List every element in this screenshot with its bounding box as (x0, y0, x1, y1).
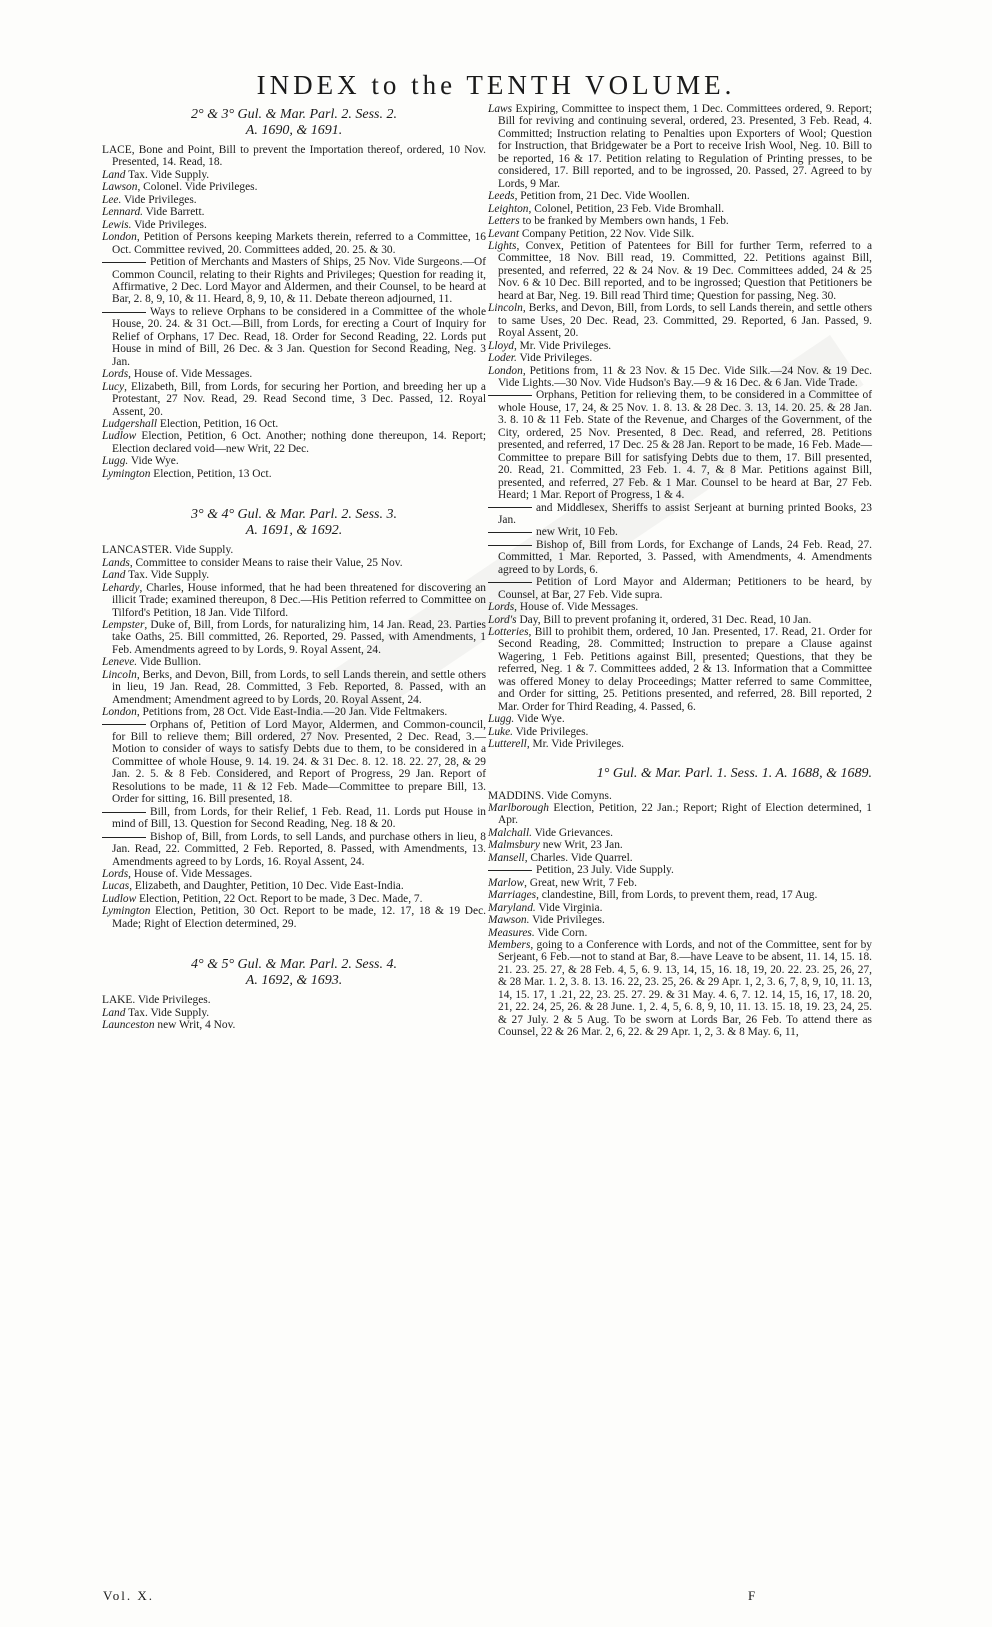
section-spacer (102, 930, 486, 954)
index-entry (102, 868, 486, 880)
session-heading-line: 2° & 3° Gul. & Mar. Parl. 2. Sess. 2. (190, 107, 398, 122)
section-spacer (102, 480, 486, 504)
index-subentry (102, 831, 486, 868)
entry-text: , Duke of, Bill, from Lords, for naturalizing him, 14 Jan. Read, 23. Parties take Oaths, 25. Bill committed, 26. Reported, 29. Passed, with Amendments, 1 Feb. Amendments agreed to by Lords, 9. Royal Assent, 24. (112, 618, 486, 656)
entry-text: , Elizabeth, and Daughter, Petition, 10 Dec. Vide East-India. (129, 880, 404, 893)
index-subentry (488, 576, 872, 601)
session-heading-line: 3° & 4° Gul. & Mar. Parl. 2. Sess. 3. (190, 507, 398, 523)
index-entry (102, 430, 486, 455)
index-entry (102, 219, 486, 231)
entry-headword: Lugg. (488, 713, 515, 726)
entry-text: , Colonel, Petition, 23 Feb. Vide Bromhall. (528, 202, 725, 215)
index-entry (488, 614, 872, 626)
index-entry (488, 203, 872, 215)
session-heading-line: 4° & 5° Gul. & Mar. Parl. 2. Sess. 4. (190, 957, 398, 973)
entry-text: , House of. Vide Messages. (128, 868, 253, 881)
entry-text: Vide Privileges. (131, 218, 207, 231)
entry-text: , House of. Vide Messages. (514, 601, 639, 614)
entry-text: , Petition from, 21 Dec. Vide Woollen. (514, 190, 690, 203)
entry-headword: Lee. (102, 193, 122, 206)
entry-text: Vide Virginia. (535, 901, 603, 914)
entry-headword: Lennard. (102, 206, 144, 219)
index-entry (488, 103, 872, 190)
entry-headword: Lloyd (488, 339, 514, 352)
index-entry (102, 418, 486, 430)
entry-headword: Marriages (488, 889, 537, 902)
entry-headword: Lymington (102, 905, 151, 918)
index-entry (102, 181, 486, 193)
subentry-text: Bishop of, Bill from Lords, for Exchange of Lands, 24 Feb. Read, 27. Committed, 1 Mar. Reported, 3. Passed, with Amendments, 4. Amendments agreed to by Lords, 6. (498, 538, 872, 576)
entry-headword: LACE (102, 144, 132, 156)
entry-headword: Lincoln (102, 668, 137, 681)
entry-headword: Land (102, 569, 126, 582)
entry-text: , House of. Vide Messages. (128, 368, 253, 381)
ditto-dash (102, 262, 146, 263)
entry-text: Day, Bill to prevent profaning it, ordered, 31 Dec. Read, 10 Jan. (516, 613, 812, 626)
entry-text: to be franked by Members own hands, 1 Feb. (519, 215, 729, 228)
entry-headword: MADDINS. (488, 789, 545, 802)
entry-text: , Petitions from, 28 Oct. Vide East-India.—20 Jan. Vide Feltmakers. (136, 706, 448, 719)
entry-headword: Ludlow (102, 892, 137, 905)
index-entry (488, 852, 872, 864)
index-entry (102, 893, 486, 905)
volume-label: Vol. X. (103, 1588, 154, 1603)
index-entry (488, 939, 872, 1039)
entry-headword: Launceston (102, 1019, 155, 1032)
entry-text: Election, Petition, 22 Jan.; Report; Right of Election determined, 1 Apr. (498, 802, 872, 827)
entry-headword: Lehardy (102, 581, 140, 594)
index-entry (488, 927, 872, 939)
entry-text: , Berks, and Devon, Bill, from Lords, to sell Lands therein, and settle others in lieu, 19 Jan. Read, 28. Committed, 3 Feb. Reported, 8. Passed, with an Amendment; Amendment agreed to by Lords, 20. Royal Assent, 24. (112, 668, 486, 706)
entry-headword: Lutterell (488, 738, 527, 751)
entry-headword: Lymington (102, 467, 151, 480)
entry-text: new Writ, 4 Nov. (154, 1019, 236, 1032)
right-index-column (488, 103, 872, 1039)
subentry-text: Bishop of, Bill, from Lords, to sell Lands, and purchase others in lieu, 8 Jan. Read, 22. Committed, 2 Feb. Reported, 8. Passed, with Amendments, 13. Amendments agreed to by Lords, 16. Royal Assent, 24. (112, 830, 486, 868)
entry-headword: Ludlow (102, 430, 137, 443)
session-heading (102, 107, 486, 139)
entry-text: Vide Barrett. (143, 206, 205, 219)
index-subentry (102, 719, 486, 806)
entry-text: Election, Petition, 22 Oct. Report to be made, 3 Dec. Made, 7. (136, 892, 423, 905)
entry-text: new Writ, 23 Jan. (539, 839, 623, 852)
entry-headword: Luke. (488, 725, 513, 738)
index-entry (488, 228, 872, 240)
ditto-dash (488, 545, 532, 546)
entry-headword: Mawson. (488, 914, 530, 927)
index-entry (102, 619, 486, 656)
entry-headword: LAKE. (102, 994, 136, 1007)
entry-headword: Lewis. (102, 218, 132, 231)
index-entry (102, 656, 486, 668)
index-entry (102, 669, 486, 706)
session-heading (102, 957, 486, 989)
index-entry (488, 738, 872, 750)
entry-text: , Charles, House informed, that he had been threatened for discovering an illicit Trade; examined thereupon, 8 Dec.—His Petition referred to Committee on Tilford's Petition, 18 Jan. Vide Tilford. (112, 581, 486, 619)
subentry-text: Orphans, Petition for relieving them, to be considered in a Committee of whole House, 17, 24, & 25 Nov. 1. 8. 13. & 28 Dec. 3. 13, 14. 20. 25. & 28 Jan. 3. 8. 10 & 11 Feb. State of the Revenue, and Charges of the Government, of the City, ordered, 25 Nov. Presented, 8 Dec. Read, and referred, 28. Petitions presented, and referred, 17 Dec. 25 & 28 Jan. Report to be made, 16 Feb. Made—Committee to prepare Bill for satisfying Debts due to them, 17. Bill presented, 20. Read, 21. Committed, 23 Feb. 1. 4. 7, & 8 Mar. Petitions against Bill, presented, and referred, 27 Feb. & 1 Mar. Counsel to be heard at Bar, 27 Feb. Heard; 1 Mar. Report of Progress, 1 & 4. (498, 389, 872, 502)
subentry-text: Ways to relieve Orphans to be considered in a Committee of the whole House, 20. 24. & 31 Oct.—Bill, from Lords, for erecting a Court of Inquiry for Relief of Orphans, 17 Dec. Read, 18. Order for Second Reading, 22. Lords put House in mind of Bill, 26 Dec. & 3 Jan. Question for Second Reading, Neg. 3 Jan. (112, 305, 486, 368)
entry-text: Tax. Vide Supply. (125, 1006, 210, 1019)
ditto-dash (102, 837, 146, 838)
entry-text: Election, Petition, 6 Oct. Another; nothing done thereupon, 14. Report; Election declared void—new Writ, 22 Dec. (112, 430, 486, 455)
session-heading-line: A. 1692, & 1693. (245, 973, 343, 989)
index-entry (488, 827, 872, 839)
index-subentry (488, 526, 872, 538)
entry-headword: Letters (488, 215, 520, 228)
entry-text: Expiring, Committee to inspect them, 1 Dec. Committees ordered, 9. Report; Bill for reviving and continuing several, ordered, 23. Presented, 3 Feb. Read, 4. Committed; Instruction relating to Penalties upon Exporters of Wool; Question for Instruction, that Bridgewater be a Port to receive Irish Wool, Neg. 10. Bill to be reported, 16 & 17. Petition relating to Regulation of Printing presses, to be considered, 17. Bill reported, and to be ingrossed, 20. Passed, 27. Agreed to by Lords, 9 Mar. (498, 103, 872, 190)
entry-text: , Great, new Writ, 7 Feb. (524, 876, 637, 889)
entry-text: Vide Bullion. (137, 656, 202, 669)
index-subentry (488, 502, 872, 527)
index-entry (488, 601, 872, 613)
entry-headword: Lincoln (488, 302, 523, 315)
entry-text: Vide Comyns. (544, 789, 612, 802)
index-entry (488, 877, 872, 889)
index-first-entry (102, 544, 486, 556)
entry-text: , Berks, and Devon, Bill, from Lords, to sell Lands therein, and settle others to same Uses, 20 Dec. Read, 23. Committed, 29. Reported, 6 Jan. Passed, 9. Royal Assent, 20. (498, 302, 872, 340)
index-entry (488, 190, 872, 202)
entry-headword: Lucy (102, 380, 125, 393)
ditto-dash (488, 870, 532, 871)
entry-headword: Members (488, 939, 531, 951)
entry-headword: LANCASTER. (102, 544, 172, 557)
page-title: INDEX to the TENTH VOLUME. (256, 70, 736, 100)
subentry-text: new Writ, 10 Feb. (536, 526, 618, 539)
index-subentry (102, 306, 486, 368)
index-subentry (488, 389, 872, 501)
entry-text: , going to a Conference with Lords, and not of the Committee, sent for by Serjeant, 6 Feb.—not to stand at Bar, 8.—have Leave to be absent, 11. 14, 15. 18. 21. 23. 25. 27, & 28 Feb. 4, 5, 6. 9. 13, 14, 15, 16. 18, 19, 20. 22. 23. 25, 26, 27, & 28 Mar. 1. 2, 3. 8. 13. 16. 22, 23. 25, 26. & 29 Apr. 1, 2, 3. 6, 7, 8, 9, 10, 11. 13, 14, 15. 17, 1 .21, 22, 23. 25. 27. 29. & 31 May. 4. 6, 7. 12. 14, 15, 16, 17, 18. 20, 21, 22. 24, 25, 26. & 28 June. 1, 2. 4, 5, 6. 8, 9, 10, 11. 13. 15. 18, 19. 23, 24, 25. & 27 July. 2 & 5 Aug. To be sworn at Lords Bar, 26 Feb. To attend there as Counsel, 22 & 26 Mar. 2, 6, 22. & 29 Apr. 1, 2, 3. & 8 May. 6, 11, (498, 939, 872, 1039)
ditto-dash (102, 312, 146, 313)
index-entry (102, 706, 486, 718)
index-first-entry (488, 790, 872, 802)
entry-headword: Marlow (488, 876, 525, 889)
entry-text: , Bone and Point, Bill to prevent the Importation thereof, ordered, 10 Nov. Presented, 14. Read, 18. (112, 144, 486, 169)
entry-headword: Measures. (488, 926, 535, 939)
index-entry (102, 169, 486, 181)
entry-headword: Levant (488, 227, 520, 240)
index-entry (102, 194, 486, 206)
subentry-text: and Middlesex, Sheriffs to assist Serjeant at burning printed Books, 23 Jan. (498, 501, 872, 526)
index-subentry (488, 539, 872, 576)
index-entry (102, 455, 486, 467)
entry-text: , Elizabeth, Bill, from Lords, for securing her Portion, and breeding her up a Protestant, 27 Nov. Read, 29. Read Second time, 3 Dec. Passed, 12. Royal Assent, 20. (112, 380, 486, 418)
entry-text: Vide Corn. (534, 926, 588, 939)
entry-text: , Convex, Petition of Patentees for Bill for further Term, referred to a Committee, 18 Nov. Bill read, 19. Committed, 22. Petitions against Bill, presented, and referred, 22 & 24 Nov. & 19 Dec. Committees added, 24 & 25 Nov. 6 & 10 Dec. Bill reported, and to be ingrossed; Question that Petitioners be heard at Bar, Neg. 19. Bill read Third time; Question for passing, Neg. 30. (498, 239, 872, 302)
ditto-dash (488, 395, 532, 396)
index-subentry (102, 256, 486, 306)
index-entry (102, 381, 486, 418)
entry-headword: Lords (488, 601, 515, 614)
entry-headword: Lords (102, 868, 129, 881)
index-entry (488, 240, 872, 302)
index-entry (488, 626, 872, 713)
entry-text: Vide Grievances. (531, 826, 614, 839)
entry-text: , Charles. Vide Quarrel. (524, 851, 633, 864)
entry-headword: Marlborough (488, 802, 549, 815)
index-entry (488, 726, 872, 738)
entry-text: , Bill to prohibit them, ordered, 10 Jan. Presented, 17. Read, 21. Order for Second Reading, 28. Committed; Instruction to prepare a Clause against Wagering, 1 Feb. Petitions against Bill, presented; Questions, that they be referred, Neg. 1 & 7. Committees added, 2 & 13. Information that a Committee was offered Money to delay Proceedings; Matter referred to same Committee, and Order for sitting, 25. Petitions presented, and referred, 28. Bill reported, 2 Mar. Order for Third Reading, 4. Passed, 6. (498, 626, 872, 713)
index-entry (488, 340, 872, 352)
index-subentry (102, 806, 486, 831)
entry-headword: Ludgershall (102, 417, 158, 430)
entry-headword: Maryland. (488, 901, 536, 914)
entry-headword: Leeds (488, 190, 515, 203)
entry-text: Vide Wye. (128, 455, 179, 468)
entry-headword: Lawson (102, 181, 138, 194)
index-entry (102, 468, 486, 480)
index-entry (102, 1007, 486, 1019)
entry-text: Company Petition, 22 Nov. Vide Silk. (519, 227, 695, 240)
index-entry (488, 889, 872, 901)
ditto-dash (488, 582, 532, 583)
index-entry (488, 902, 872, 914)
entry-text: Vide Privileges. (516, 352, 593, 365)
entry-headword: Leighton (488, 202, 529, 215)
index-entry (102, 905, 486, 930)
entry-headword: Lords (102, 368, 129, 381)
index-entry (102, 1019, 486, 1031)
subentry-text: Petition of Merchants and Masters of Ships, 25 Nov. Vide Surgeons.—Of Common Council, relating to their Rights and Privileges; Question for reading it, Affirmative, 2 Dec. Lord Mayor and Aldermen, and their Counsel, to be heard at Bar, 2. 8, 9, 10, & 11. Heard, 8, 9, 10, & 11. Debate thereon adjourned, 11. (112, 256, 486, 306)
index-entry (488, 713, 872, 725)
entry-headword: London (488, 364, 523, 377)
entry-headword: Lotteries (488, 626, 529, 639)
session-heading-line: A. 1691, & 1692. (245, 523, 343, 539)
index-entry (102, 368, 486, 380)
index-entry (488, 215, 872, 227)
entry-text: Vide Privileges. (135, 994, 211, 1007)
session-heading (102, 507, 486, 539)
entry-headword: London (102, 231, 137, 244)
entry-text: , Mr. Vide Privileges. (526, 738, 624, 751)
entry-headword: Lugg. (102, 455, 129, 468)
entry-headword: Lights (488, 239, 517, 252)
index-entry (488, 365, 872, 390)
entry-headword: Mansell (488, 851, 525, 864)
entry-text: Vide Privileges. (513, 725, 589, 738)
entry-text: , clandestine, Bill, from Lords, to prevent them, read, 17 Aug. (536, 889, 818, 902)
ditto-dash (102, 812, 146, 813)
entry-text: , Petitions from, 11 & 23 Nov. & 15 Dec. Vide Silk.—24 Nov. & 19 Dec. Vide Lights.—30 Nov. Vide Hudson's Bay.—9 & 16 Dec. & 6 Jan. Vide Trade. (498, 364, 872, 389)
ditto-dash (488, 532, 532, 533)
entry-headword: Land (102, 168, 126, 181)
entry-text: , Mr. Vide Privileges. (513, 339, 612, 352)
index-entry (102, 557, 486, 569)
session-heading-line: A. 1690, & 1691. (245, 123, 343, 138)
ditto-dash (102, 724, 146, 725)
subentry-text: Petition of Lord Mayor and Alderman; Petitioners to be heard, by Counsel, at Bar, 27 Feb. Vide supra. (498, 576, 872, 601)
index-first-entry (102, 994, 486, 1006)
signature-mark: F (748, 1588, 756, 1603)
subentry-text: Petition, 23 July. Vide Supply. (536, 864, 674, 877)
entry-text: Election, Petition, 13 Oct. (150, 467, 272, 480)
index-entry (488, 302, 872, 339)
entry-headword: Lord's (488, 613, 517, 626)
index-first-entry (102, 144, 486, 169)
entry-headword: Lucas (102, 880, 130, 893)
entry-headword: Malmsbury (488, 839, 540, 852)
entry-text: Election, Petition, 16 Oct. (157, 417, 279, 430)
entry-headword: Land (102, 1006, 126, 1019)
index-entry (102, 880, 486, 892)
entry-text: , Colonel. Vide Privileges. (137, 181, 258, 194)
entry-text: , Petition of Persons keeping Markets therein, referred to a Committee, 16 Oct. Committee revived, 20. Committees added, 20. 25. & 30. (112, 231, 486, 256)
ditto-dash (488, 507, 532, 508)
entry-text: Vide Privileges. (529, 914, 605, 927)
entry-text: Tax. Vide Supply. (125, 569, 210, 582)
subentry-text: Orphans of, Petition of Lord Mayor, Aldermen, and Common-council, for Bill to relieve them; Bill ordered, 27 Nov. Presented, 2 Dec. Read, 3.—Motion to consider of ways to satisfy Debts due to them, to be considered in a Committee of whole House, 9. 14. 19. 24. & 31 Dec. 8. 12. 18. 22. 27, 28, & 29 Jan. 2. 5. & 8 Feb. Considered, and Report of Progress, 29 Jan. Report of Resolutions to be made, 11 & 12 Feb. Made—Committee to prepare Bill, 13. Order for sitting, 16. Bill presented, 18. (112, 718, 486, 806)
index-entry (488, 802, 872, 827)
entry-headword: Leneve. (102, 656, 138, 669)
index-entry (102, 582, 486, 619)
entry-headword: Malchall. (488, 826, 532, 839)
entry-headword: London (102, 706, 137, 719)
entry-headword: Laws (488, 103, 513, 115)
entry-text: Election, Petition, 30 Oct. Report to be made, 12. 17, 18 & 19 Dec. Made; Right of Election determined, 29. (112, 905, 486, 930)
index-entry (488, 352, 872, 364)
entry-headword: Lands (102, 556, 130, 569)
index-entry (102, 231, 486, 256)
index-entry (488, 839, 872, 851)
entry-headword: Loder. (488, 352, 517, 365)
entry-text: Vide Supply. (171, 544, 234, 557)
entry-text: Tax. Vide Supply. (125, 168, 210, 181)
entry-text: , Committee to consider Means to raise their Value, 25 Nov. (129, 556, 403, 569)
session-heading: 1° Gul. & Mar. Parl. 1. Sess. 1. A. 1688, & 1689. (596, 765, 872, 781)
index-entry (102, 569, 486, 581)
left-index-column (102, 104, 486, 1032)
entry-text: Vide Privileges. (121, 193, 197, 206)
index-subentry (488, 864, 872, 876)
subentry-text: Bill, from Lords, for their Relief, 1 Feb. Read, 11. Lords put House in mind of Bill, 13. Question for Second Reading, Neg. 18 & 20. (112, 805, 486, 831)
index-entry (488, 914, 872, 926)
entry-headword: Lempster (102, 618, 145, 631)
index-entry (102, 206, 486, 218)
entry-text: Vide Wye. (514, 713, 565, 726)
